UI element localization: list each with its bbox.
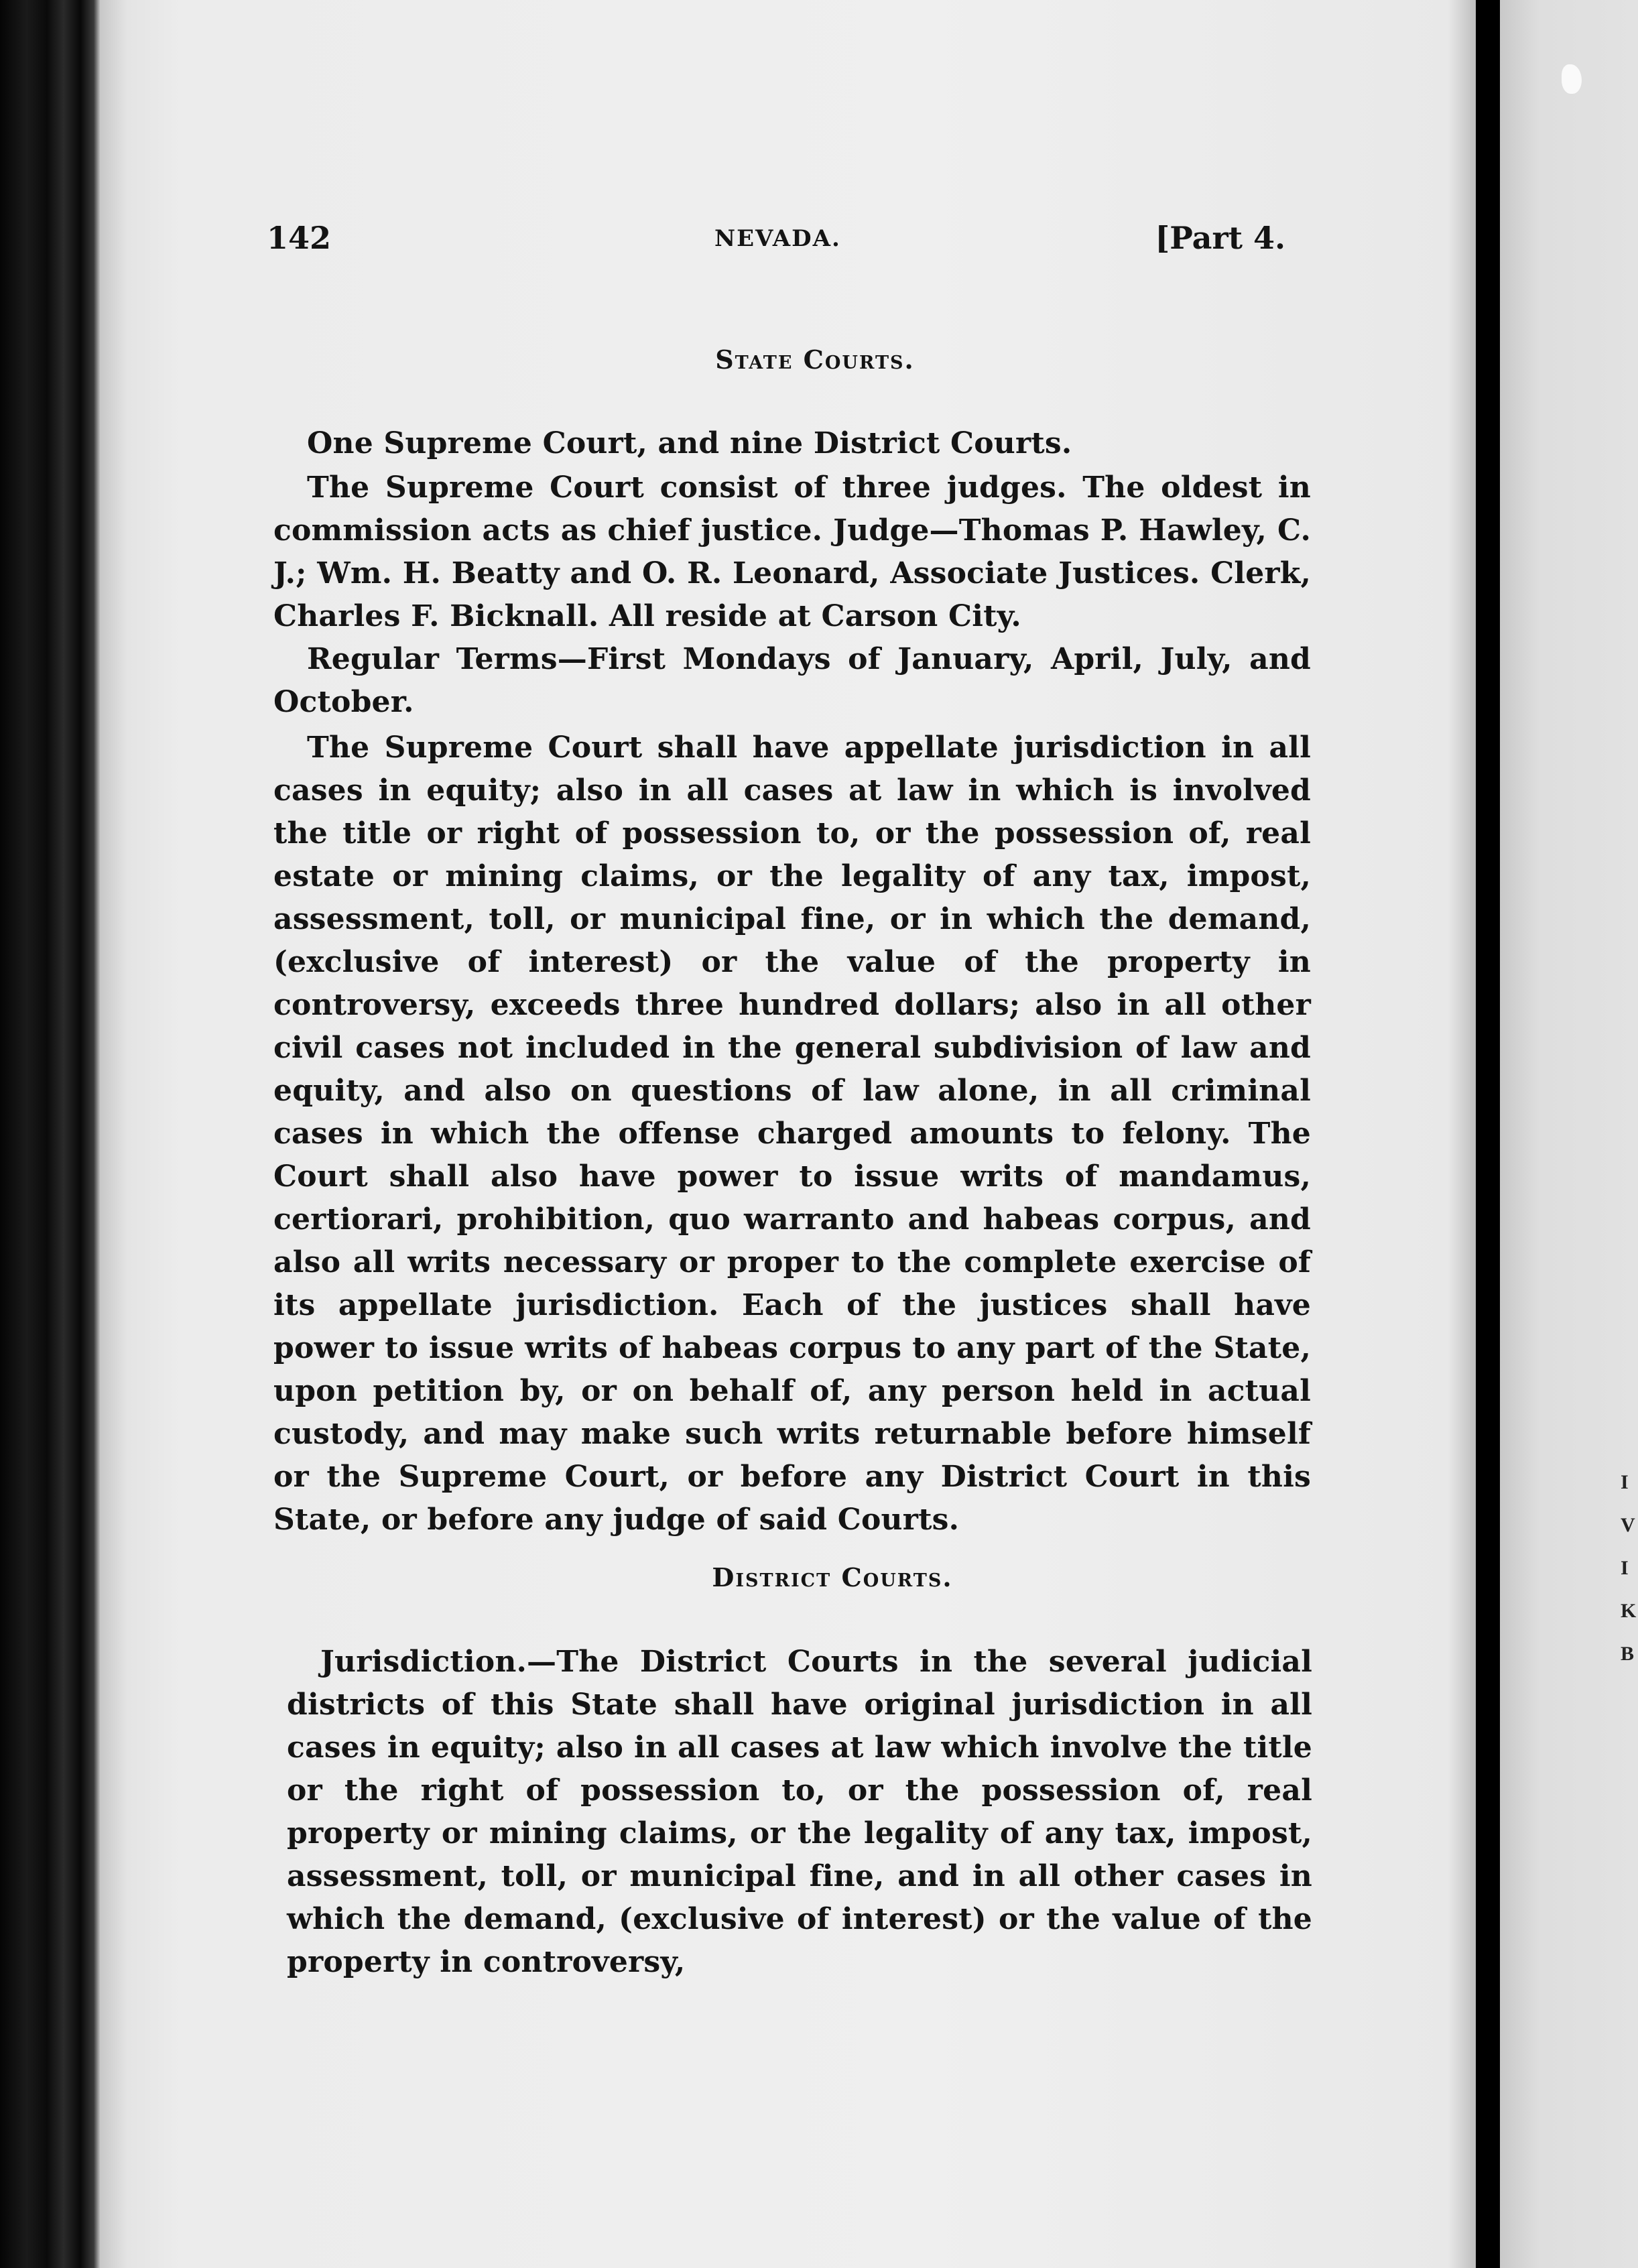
- edge-letter: B: [1621, 1643, 1635, 1665]
- page-number: 142: [267, 220, 332, 256]
- section-heading-district-courts: District Courts.: [712, 1562, 953, 1592]
- paper-blemish: [1562, 64, 1582, 94]
- edge-letter: I: [1621, 1557, 1629, 1579]
- part-label: [Part 4.: [1155, 220, 1285, 256]
- edge-letter: K: [1621, 1600, 1637, 1622]
- facing-page: [1500, 0, 1638, 2268]
- district-courts-text: [287, 1641, 1312, 1984]
- paragraph: One Supreme Court, and nine District Courts.: [307, 426, 1072, 460]
- paragraph: The Supreme Court shall have appellate jurisdiction in all cases in equity; also in all cases at law in which is involved the title or right of possession to, or the possession of, real estate or mining claims, or the legality of any tax, impost, assessment, toll, or municipal fine, or in which the demand, (exclusive of interest) or the value of the property in controversy, exceeds three hundred dollars; also in all other civil cases not included in the general subdivision of law and equity, and also on questions of law alone, in all criminal cases in which the offense charged amounts to felony. The Court shall also have power to issue writs of mandamus, certiorari, prohibition, quo warranto and habeas corpus, and also all writs necessary or proper to the complete exercise of its appellate jurisdiction. Each of the justices shall have power to issue writs of habeas corpus to any part of the State, upon petition by, or on behalf of, any person held in actual custody, and may make such writs returnable before himself or the Supreme Court, or before any District Court in this State, or before any judge of said Courts.: [273, 731, 1311, 1537]
- section-heading-state-courts: State Courts.: [715, 344, 915, 375]
- page-header: [267, 220, 1285, 260]
- running-head: NEVADA.: [714, 225, 841, 252]
- page-gutter: [1476, 0, 1500, 2268]
- page-edge-shadow: [1448, 0, 1476, 2268]
- edge-letter: I: [1621, 1471, 1629, 1493]
- paragraph: Jurisdiction.—The District Courts in the several judicial districts of this State shall have original jurisdiction in all cases in equity; also in all cases at law which involve the title or the right of possession to, or the possession of, real property or mining claims, or the legality of any tax, impost, assessment, toll, or municipal fine, and in all other cases in which the demand, (exclusive of interest) or the value of the property in controversy,: [287, 1645, 1312, 1979]
- edge-letter: V: [1621, 1514, 1635, 1536]
- state-courts-text: [273, 422, 1311, 1541]
- book-binding: [0, 0, 101, 2268]
- paragraph: Regular Terms—First Mondays of January, April, July, and October.: [273, 642, 1311, 719]
- paragraph: The Supreme Court consist of three judges. The oldest in commission acts as chief justice. Judge—Thomas P. Hawley, C. J.; Wm. H. Beatty and O. R. Leonard, Associate Justices. Clerk, Charles F. Bicknall. All reside at Carson City.: [273, 470, 1311, 633]
